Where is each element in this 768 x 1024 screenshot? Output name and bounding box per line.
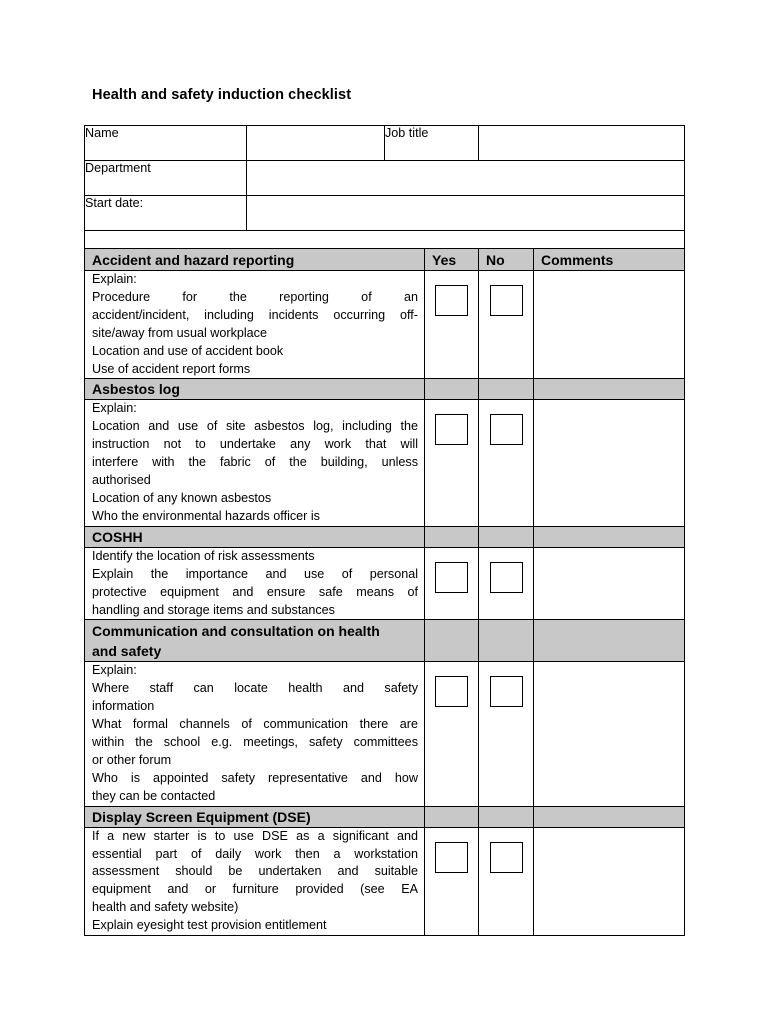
- section-heading: COSHH: [85, 526, 425, 547]
- section-header-coshh: [85, 526, 685, 547]
- job-title-label: Job title: [385, 126, 479, 161]
- section-header-asbestos: [85, 379, 685, 400]
- department-field[interactable]: [247, 161, 685, 196]
- description-line: Use of accident report forms: [92, 361, 251, 376]
- no-cell: [479, 547, 534, 620]
- start-date-field[interactable]: [247, 196, 685, 231]
- section-body-communication: [85, 662, 685, 806]
- description-line: protective equipment and ensure safe means of: [92, 584, 418, 599]
- description-line: site/away from usual workplace: [92, 325, 267, 340]
- description-line: handling and storage items and substances: [92, 602, 335, 617]
- department-label: Department: [85, 161, 247, 196]
- no-cell: [479, 662, 534, 806]
- description-line: essential part of daily work then a workstation: [92, 846, 418, 861]
- description-line: health and safety website): [92, 900, 239, 915]
- no-checkbox[interactable]: [490, 842, 523, 873]
- header-blank-cell: [534, 620, 685, 662]
- comments-field[interactable]: [534, 827, 685, 935]
- header-blank-cell: [425, 806, 479, 827]
- yes-cell: [425, 662, 479, 806]
- header-blank-cell: [479, 806, 534, 827]
- start-date-row: [85, 196, 685, 231]
- description-line: Explain:: [92, 401, 137, 416]
- header-blank-cell: [534, 806, 685, 827]
- section-description: [85, 827, 425, 935]
- description-line: Who is appointed safety representative and how: [92, 770, 418, 785]
- yes-cell: [425, 547, 479, 620]
- section-heading: [85, 620, 425, 662]
- spacer-row: [85, 231, 685, 249]
- description-line: Who the environmental hazards officer is: [92, 508, 320, 523]
- header-blank-cell: [534, 526, 685, 547]
- description-line: assessment should be undertaken and suitable: [92, 864, 418, 879]
- header-blank-cell: [425, 526, 479, 547]
- description-line: information: [92, 699, 155, 714]
- section-description: [85, 662, 425, 806]
- description-line: Location and use of site asbestos log, including the: [92, 419, 418, 434]
- description-line: accident/incident, including incidents occurring off-: [92, 307, 418, 322]
- comments-column-header: Comments: [534, 249, 685, 271]
- section-heading: Accident and hazard reporting: [85, 249, 425, 271]
- section-header-accident: [85, 249, 685, 271]
- comments-field[interactable]: [534, 662, 685, 806]
- section-header-dse: [85, 806, 685, 827]
- name-field[interactable]: [247, 126, 385, 161]
- description-line: If a new starter is to use DSE as a significant and: [92, 828, 418, 843]
- section-heading: Display Screen Equipment (DSE): [85, 806, 425, 827]
- header-blank-cell: [425, 379, 479, 400]
- section-description: [85, 400, 425, 526]
- description-line: What formal channels of communication there are: [92, 717, 418, 732]
- description-line: equipment and or furniture provided (see EA: [92, 882, 418, 897]
- description-line: instruction not to undertake any work that will: [92, 437, 418, 452]
- yes-cell: [425, 827, 479, 935]
- comments-field[interactable]: [534, 271, 685, 379]
- section-body-asbestos: [85, 400, 685, 526]
- description-line: they can be contacted: [92, 788, 216, 803]
- header-blank-cell: [479, 620, 534, 662]
- name-row: [85, 126, 685, 161]
- comments-field[interactable]: [534, 400, 685, 526]
- section-body-dse: [85, 827, 685, 935]
- header-blank-cell: [425, 620, 479, 662]
- document-title: Health and safety induction checklist: [92, 87, 352, 103]
- yes-checkbox[interactable]: [435, 842, 468, 873]
- no-cell: [479, 400, 534, 526]
- yes-checkbox[interactable]: [435, 414, 468, 445]
- section-body-coshh: [85, 547, 685, 620]
- name-label: Name: [85, 126, 247, 161]
- header-blank-cell: [479, 379, 534, 400]
- yes-checkbox[interactable]: [435, 562, 468, 593]
- description-line: Explain the importance and use of personal: [92, 566, 418, 581]
- description-line: Location and use of accident book: [92, 343, 284, 358]
- description-line: Identify the location of risk assessments: [92, 548, 315, 563]
- header-blank-cell: [534, 379, 685, 400]
- no-checkbox[interactable]: [490, 285, 523, 316]
- comments-field[interactable]: [534, 547, 685, 620]
- no-column-header: No: [479, 249, 534, 271]
- section-description: [85, 271, 425, 379]
- yes-column-header: Yes: [425, 249, 479, 271]
- yes-cell: [425, 400, 479, 526]
- description-line: interfere with the fabric of the building, unless: [92, 455, 418, 470]
- section-heading-line: Communication and consultation on health: [92, 622, 380, 639]
- section-heading-line: and safety: [92, 642, 162, 659]
- description-line: Explain:: [92, 663, 137, 678]
- no-checkbox[interactable]: [490, 676, 523, 707]
- description-line: within the school e.g. meetings, safety committees: [92, 735, 418, 750]
- induction-checklist-table: [84, 125, 685, 936]
- job-title-field[interactable]: [479, 126, 685, 161]
- description-line: authorised: [92, 473, 151, 488]
- no-cell: [479, 827, 534, 935]
- section-header-communication: [85, 620, 685, 662]
- yes-checkbox[interactable]: [435, 285, 468, 316]
- description-line: or other forum: [92, 752, 172, 767]
- description-line: Procedure for the reporting of an: [92, 289, 418, 304]
- header-blank-cell: [479, 526, 534, 547]
- no-checkbox[interactable]: [490, 562, 523, 593]
- no-checkbox[interactable]: [490, 414, 523, 445]
- department-row: [85, 161, 685, 196]
- spacer-cell: [85, 231, 685, 249]
- yes-checkbox[interactable]: [435, 676, 468, 707]
- description-line: Where staff can locate health and safety: [92, 681, 418, 696]
- yes-cell: [425, 271, 479, 379]
- description-line: Explain eyesight test provision entitlement: [92, 918, 327, 933]
- description-line: Location of any known asbestos: [92, 490, 272, 505]
- description-line: Explain:: [92, 272, 137, 286]
- section-description: [85, 547, 425, 620]
- no-cell: [479, 271, 534, 379]
- start-date-label: Start date:: [85, 196, 247, 231]
- section-body-accident: [85, 271, 685, 379]
- section-heading: Asbestos log: [85, 379, 425, 400]
